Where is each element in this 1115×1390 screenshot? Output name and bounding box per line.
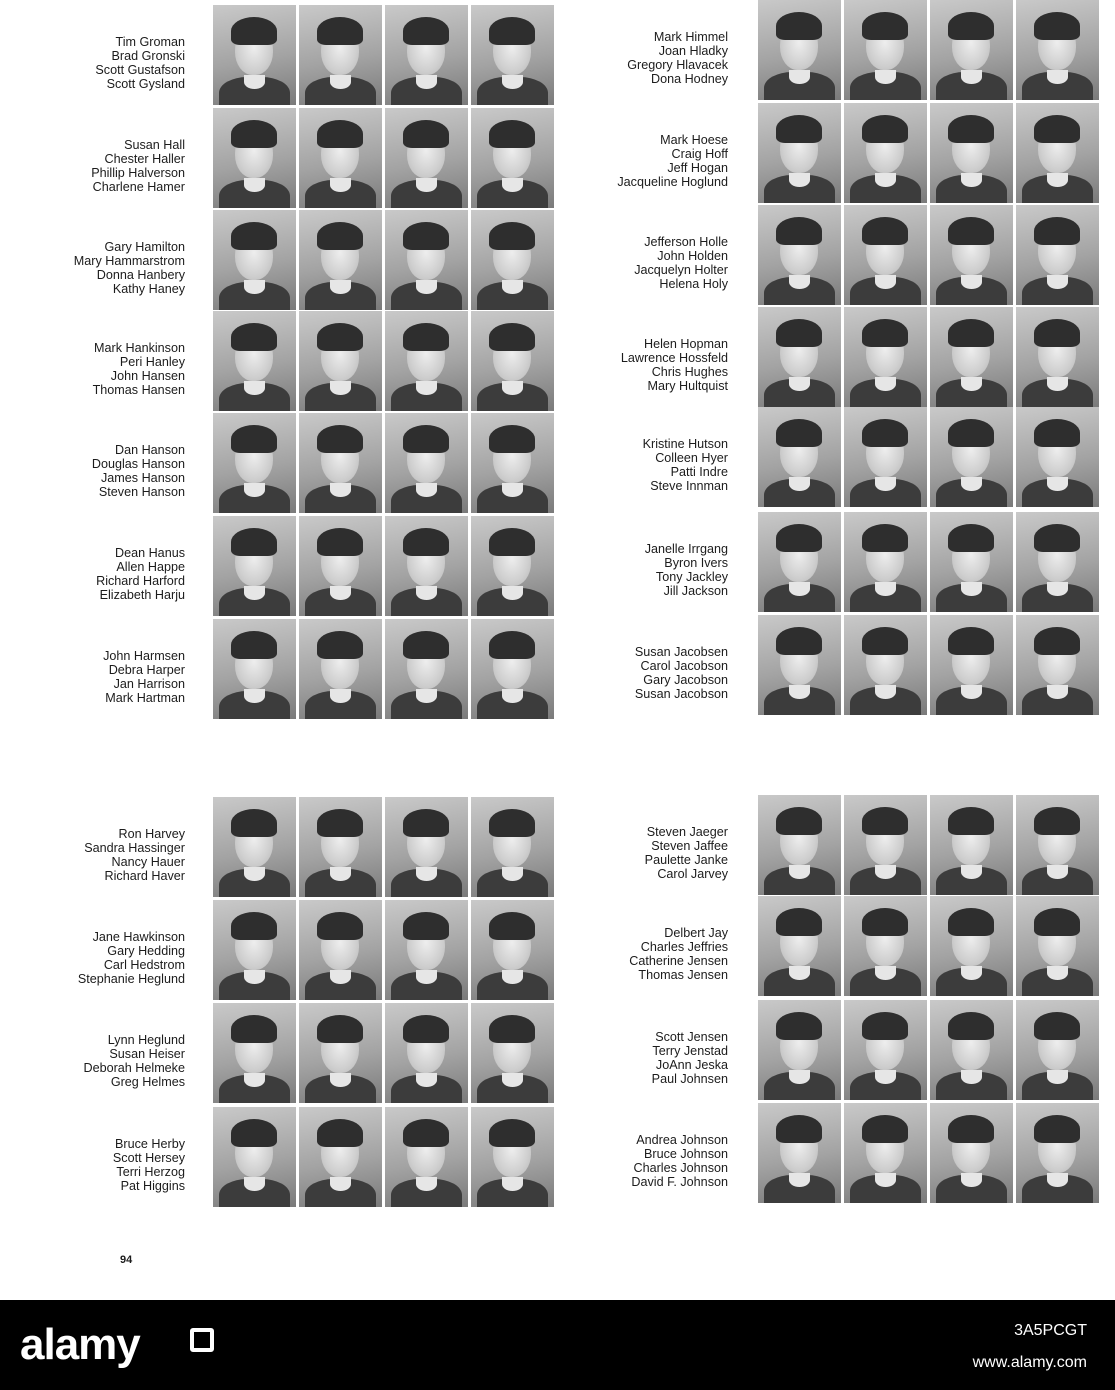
student-name: Ron Harvey xyxy=(118,827,185,841)
portrait-row xyxy=(758,103,1099,203)
student-name: Jill Jackson xyxy=(663,584,728,598)
student-portrait xyxy=(385,108,468,208)
student-name: John Hansen xyxy=(110,369,185,383)
portrait-row xyxy=(758,307,1099,407)
student-name: Richard Haver xyxy=(104,869,185,883)
student-portrait xyxy=(299,1003,382,1103)
student-name: Chris Hughes xyxy=(651,365,728,379)
student-name: Thomas Hansen xyxy=(92,383,185,397)
student-names xyxy=(0,619,185,705)
student-name: Mark Hankinson xyxy=(94,341,185,355)
student-names xyxy=(0,1003,185,1089)
student-names xyxy=(0,516,185,602)
student-portrait xyxy=(385,900,468,1000)
student-name: Mark Hartman xyxy=(105,691,185,705)
student-portrait xyxy=(299,797,382,897)
student-names xyxy=(0,210,185,296)
portrait-row xyxy=(758,615,1099,715)
portrait-row xyxy=(213,900,554,1000)
student-portrait xyxy=(758,896,841,996)
student-name: Gary Hamilton xyxy=(104,240,185,254)
portrait-row xyxy=(213,1107,554,1207)
student-portrait xyxy=(930,0,1013,100)
student-names xyxy=(543,103,728,189)
student-name: Charles Johnson xyxy=(633,1161,728,1175)
student-name: Susan Jacobsen xyxy=(634,645,728,659)
student-portrait xyxy=(299,210,382,310)
student-portrait xyxy=(213,210,296,310)
student-portrait xyxy=(758,795,841,895)
student-portrait xyxy=(758,615,841,715)
student-names xyxy=(543,512,728,598)
student-name: Charlene Hamer xyxy=(92,180,185,194)
student-portrait xyxy=(758,307,841,407)
student-name: Scott Jensen xyxy=(655,1030,728,1044)
student-portrait xyxy=(844,896,927,996)
student-portrait xyxy=(844,615,927,715)
student-portrait xyxy=(758,1000,841,1100)
portrait-row xyxy=(758,896,1099,996)
stock-banner xyxy=(0,1300,1115,1390)
student-portrait xyxy=(1016,896,1099,996)
student-portrait xyxy=(930,407,1013,507)
student-portrait xyxy=(1016,407,1099,507)
student-name: Brad Gronski xyxy=(111,49,185,63)
student-portrait xyxy=(758,1103,841,1203)
student-name: Delbert Jay xyxy=(664,926,728,940)
student-name: Steve Innman xyxy=(650,479,728,493)
student-name: Kristine Hutson xyxy=(642,437,728,451)
student-portrait xyxy=(1016,205,1099,305)
student-portrait xyxy=(1016,795,1099,895)
brand-mark-icon xyxy=(190,1328,214,1352)
student-portrait xyxy=(299,108,382,208)
portrait-row xyxy=(213,413,554,513)
student-name: Lynn Heglund xyxy=(107,1033,185,1047)
student-portrait xyxy=(385,516,468,616)
student-portrait xyxy=(471,210,554,310)
student-name: Lawrence Hossfeld xyxy=(620,351,728,365)
portrait-row xyxy=(758,1103,1099,1203)
student-name: Carol Jacobson xyxy=(640,659,728,673)
student-portrait xyxy=(471,900,554,1000)
student-portrait xyxy=(758,103,841,203)
student-portrait xyxy=(844,1000,927,1100)
student-names xyxy=(0,5,185,91)
portrait-row xyxy=(758,795,1099,895)
student-portrait xyxy=(213,311,296,411)
student-name: Jeff Hogan xyxy=(667,161,728,175)
student-portrait xyxy=(299,619,382,719)
student-name: Stephanie Heglund xyxy=(77,972,185,986)
student-names xyxy=(543,1000,728,1086)
student-portrait xyxy=(844,0,927,100)
student-portrait xyxy=(385,210,468,310)
portrait-row xyxy=(213,1003,554,1103)
student-name: Andrea Johnson xyxy=(636,1133,728,1147)
portrait-row xyxy=(758,0,1099,100)
student-names xyxy=(543,896,728,982)
student-portrait xyxy=(471,516,554,616)
portrait-row xyxy=(213,108,554,208)
student-portrait xyxy=(213,516,296,616)
student-portrait xyxy=(299,516,382,616)
student-portrait xyxy=(930,512,1013,612)
student-portrait xyxy=(471,1107,554,1207)
student-portrait xyxy=(385,413,468,513)
student-portrait xyxy=(930,205,1013,305)
student-portrait xyxy=(930,1000,1013,1100)
student-portrait xyxy=(385,1107,468,1207)
student-name: John Holden xyxy=(657,249,728,263)
student-portrait xyxy=(299,900,382,1000)
student-portrait xyxy=(930,896,1013,996)
student-name: Catherine Jensen xyxy=(629,954,728,968)
student-portrait xyxy=(844,205,927,305)
student-name: Dona Hodney xyxy=(650,72,728,86)
student-name: Paulette Janke xyxy=(644,853,728,867)
student-portrait xyxy=(844,1103,927,1203)
student-name: Joan Hladky xyxy=(658,44,728,58)
student-portrait xyxy=(213,108,296,208)
student-portrait xyxy=(758,407,841,507)
student-names xyxy=(0,311,185,397)
student-name: Carol Jarvey xyxy=(657,867,728,881)
student-name: Steven Hanson xyxy=(98,485,185,499)
student-portrait xyxy=(758,0,841,100)
student-name: Colleen Hyer xyxy=(655,451,728,465)
student-names xyxy=(0,900,185,986)
student-name: Thomas Jensen xyxy=(638,968,728,982)
student-name: Deborah Helmeke xyxy=(83,1061,185,1075)
student-name: Richard Harford xyxy=(96,574,185,588)
student-name: David F. Johnson xyxy=(631,1175,728,1189)
student-portrait xyxy=(213,1107,296,1207)
student-name: Terri Herzog xyxy=(116,1165,185,1179)
student-portrait xyxy=(471,1003,554,1103)
student-name: Gary Hedding xyxy=(107,944,185,958)
student-portrait xyxy=(471,619,554,719)
student-name: Mary Hultquist xyxy=(647,379,728,393)
student-names xyxy=(0,1107,185,1193)
student-name: Dan Hanson xyxy=(114,443,185,457)
portrait-row xyxy=(758,407,1099,507)
brand-logo: alamy xyxy=(20,1320,140,1369)
student-portrait xyxy=(471,108,554,208)
student-names xyxy=(543,307,728,393)
student-name: JoAnn Jeska xyxy=(655,1058,728,1072)
student-name: Jane Hawkinson xyxy=(92,930,185,944)
student-name: Susan Heiser xyxy=(109,1047,185,1061)
student-names xyxy=(543,407,728,493)
student-name: Carl Hedstrom xyxy=(103,958,185,972)
student-portrait xyxy=(385,5,468,105)
student-name: Paul Johnsen xyxy=(651,1072,728,1086)
portrait-row xyxy=(213,619,554,719)
student-names xyxy=(543,1103,728,1189)
student-name: Steven Jaffee xyxy=(651,839,728,853)
student-portrait xyxy=(930,1103,1013,1203)
student-name: Jefferson Holle xyxy=(644,235,728,249)
page-number: 94 xyxy=(120,1254,133,1266)
student-names xyxy=(543,795,728,881)
portrait-row xyxy=(758,512,1099,612)
student-names xyxy=(543,615,728,701)
student-name: Sandra Hassinger xyxy=(84,841,185,855)
student-name: Gary Jacobson xyxy=(643,673,728,687)
student-name: Elizabeth Harju xyxy=(99,588,185,602)
student-names xyxy=(543,205,728,291)
student-portrait xyxy=(844,307,927,407)
student-name: Peri Hanley xyxy=(119,355,185,369)
student-portrait xyxy=(213,797,296,897)
student-name: Bruce Johnson xyxy=(643,1147,728,1161)
student-portrait xyxy=(471,797,554,897)
student-name: Phillip Halverson xyxy=(91,166,185,180)
student-name: Bruce Herby xyxy=(115,1137,185,1151)
student-portrait xyxy=(1016,512,1099,612)
student-name: Tony Jackley xyxy=(655,570,728,584)
student-portrait xyxy=(844,103,927,203)
student-name: Douglas Hanson xyxy=(91,457,185,471)
student-portrait xyxy=(1016,103,1099,203)
student-portrait xyxy=(471,311,554,411)
student-name: Mark Himmel xyxy=(653,30,728,44)
student-name: Chester Haller xyxy=(104,152,185,166)
student-portrait xyxy=(385,797,468,897)
stock-image-id: 3A5PCGT xyxy=(1014,1322,1087,1339)
student-name: Susan Hall xyxy=(124,138,185,152)
student-portrait xyxy=(930,103,1013,203)
site-url: www.alamy.com xyxy=(972,1354,1087,1371)
student-name: Gregory Hlavacek xyxy=(627,58,728,72)
portrait-row xyxy=(758,1000,1099,1100)
student-name: John Harmsen xyxy=(103,649,185,663)
student-portrait xyxy=(471,413,554,513)
student-name: Steven Jaeger xyxy=(646,825,728,839)
portrait-row xyxy=(213,5,554,105)
student-portrait xyxy=(758,512,841,612)
student-name: Dean Hanus xyxy=(114,546,185,560)
portrait-row xyxy=(213,311,554,411)
student-name: Charles Jeffries xyxy=(640,940,728,954)
student-portrait xyxy=(930,615,1013,715)
student-portrait xyxy=(385,311,468,411)
student-portrait xyxy=(213,5,296,105)
student-portrait xyxy=(299,413,382,513)
student-name: Janelle Irrgang xyxy=(644,542,728,556)
student-name: Jan Harrison xyxy=(113,677,185,691)
portrait-row xyxy=(213,516,554,616)
student-portrait xyxy=(758,205,841,305)
portrait-row xyxy=(758,205,1099,305)
student-name: Nancy Hauer xyxy=(111,855,185,869)
student-portrait xyxy=(1016,1103,1099,1203)
student-name: Scott Gysland xyxy=(106,77,185,91)
student-name: Mary Hammarstrom xyxy=(73,254,185,268)
student-name: Pat Higgins xyxy=(120,1179,185,1193)
student-portrait xyxy=(844,512,927,612)
student-name: Greg Helmes xyxy=(110,1075,185,1089)
student-name: James Hanson xyxy=(101,471,185,485)
student-name: Terry Jenstad xyxy=(652,1044,728,1058)
portrait-row xyxy=(213,210,554,310)
student-name: Tim Groman xyxy=(115,35,185,49)
student-name: Scott Gustafson xyxy=(95,63,185,77)
student-portrait xyxy=(213,1003,296,1103)
student-portrait xyxy=(385,1003,468,1103)
student-name: Jacqueline Hoglund xyxy=(617,175,728,189)
student-portrait xyxy=(299,5,382,105)
student-names xyxy=(0,413,185,499)
student-portrait xyxy=(213,900,296,1000)
student-name: Kathy Haney xyxy=(112,282,185,296)
student-portrait xyxy=(1016,1000,1099,1100)
student-name: Scott Hersey xyxy=(112,1151,185,1165)
student-names xyxy=(0,797,185,883)
student-names xyxy=(543,0,728,86)
student-name: Craig Hoff xyxy=(671,147,728,161)
student-portrait xyxy=(385,619,468,719)
student-portrait xyxy=(1016,615,1099,715)
student-portrait xyxy=(1016,307,1099,407)
student-name: Helen Hopman xyxy=(643,337,728,351)
student-name: Helena Holy xyxy=(659,277,728,291)
student-portrait xyxy=(930,795,1013,895)
student-name: Jacquelyn Holter xyxy=(634,263,728,277)
student-portrait xyxy=(471,5,554,105)
student-name: Debra Harper xyxy=(108,663,185,677)
student-portrait xyxy=(1016,0,1099,100)
student-portrait xyxy=(930,307,1013,407)
student-name: Mark Hoese xyxy=(660,133,728,147)
student-portrait xyxy=(844,795,927,895)
student-name: Donna Hanbery xyxy=(96,268,185,282)
student-portrait xyxy=(299,311,382,411)
portrait-row xyxy=(213,797,554,897)
student-portrait xyxy=(213,413,296,513)
student-name: Patti Indre xyxy=(670,465,728,479)
student-names xyxy=(0,108,185,194)
student-portrait xyxy=(213,619,296,719)
student-name: Susan Jacobson xyxy=(634,687,728,701)
student-portrait xyxy=(844,407,927,507)
student-name: Byron Ivers xyxy=(664,556,728,570)
student-name: Allen Happe xyxy=(116,560,185,574)
student-portrait xyxy=(299,1107,382,1207)
